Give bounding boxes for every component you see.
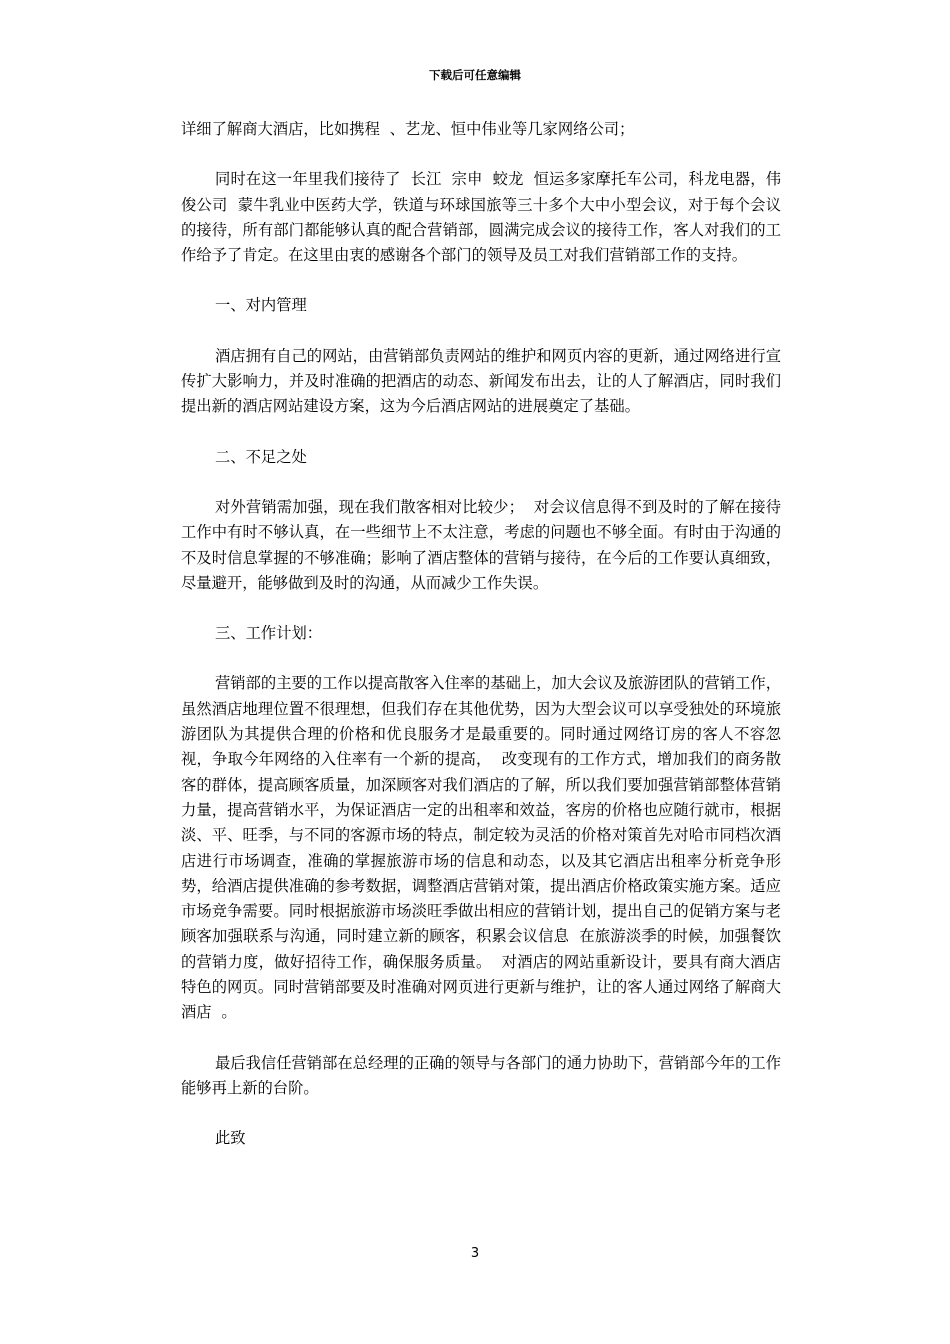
paragraph-conclusion: 最后我信任营销部在总经理的正确的领导与各部门的通力协助下，营销部今年的工作能够再上新的台阶。 <box>181 1053 781 1097</box>
paragraph-intro-continuation: 详细了解商大酒店，比如携程 、艺龙、恒中伟业等几家网络公司； <box>181 120 635 138</box>
section-heading-shortcomings: 二、不足之处 <box>215 447 307 466</box>
document-body <box>181 117 781 1177</box>
paragraph-work-plan: 营销部的主要的工作以提高散客入住率的基础上，加大会议及旅游团队的营销工作，虽然酒店地理位置不很理想，但我们存在其他优势，因为大型会议可以享受独处的环境旅游团队为其提供合理的价格和优良服务才是最重要的。同时通过网络订房的客人不容忽视，争取今年网络的入住率有一个新的提高， 改变现有的工作方式，增加我们的商务散客的群体，提高顾客质量，加深顾客对我们酒店的了解，所以我们要加强营销部整体营销力量，提高营销水平，为保证酒店一定的出租率和效益，客房的价格也应随行就市，根据淡、平、旺季，与不同的客源市场的特点，制定较为灵活的价格对策首先对哈市同档次酒店进行市场调查，准确的掌握旅游市场的信息和动态，以及其它酒店出租率分析竞争形势，给酒店提供准确的参考数据，调整酒店营销对策，提出酒店价格政策实施方案。适应市场竞争需要。同时根据旅游市场淡旺季做出相应的营销计划，提出自己的促销方案与老顾客加强联系与沟通，同时建立新的顾客，积累会议信息 在旅游淡季的时候，加强餐饮的营销力度，做好招待工作，确保服务质量。 对酒店的网站重新设计，要具有商大酒店特色的网页。同时营销部要及时准确对网页进行更新与维护，让的客人通过网络了解商大酒店 。 <box>181 674 781 1022</box>
section-heading-internal-management: 一、对内管理 <box>215 296 307 315</box>
paragraph-conferences: 同时在这一年里我们接待了 长江 宗申 蛟龙 恒运多家摩托车公司，科龙电器，伟俊公司 蒙牛乳业中医药大学，铁道与环球国旅等三十多个大中小型会议，对于每个会议的接待，所有部门都能够认真的配合营销部，圆满完成会议的接待工作，客人对我们的工作给予了肯定。在这里由衷的感谢各个部门的领导及员工对我们营销部工作的支持。 <box>181 170 781 265</box>
paragraph-website: 酒店拥有自己的网站，由营销部负责网站的维护和网页内容的更新，通过网络进行宣传扩大影响力，并及时准确的把酒店的动态、新闻发布出去，让的人了解酒店，同时我们提出新的酒店网站建设方案，这为今后酒店网站的进展奠定了基础。 <box>181 346 781 416</box>
section-heading-work-plan: 三、工作计划： <box>215 624 323 643</box>
page-number: 3 <box>470 1246 480 1261</box>
paragraph-closing: 此致 <box>215 1129 246 1148</box>
paragraph-shortcomings: 对外营销需加强，现在我们散客相对比较少； 对会议信息得不到及时的了解在接待工作中有时不够认真，在一些细节上不太注意，考虑的问题也不够全面。有时由于沟通的不及时信息掌握的不够准确；影响了酒店整体的营销与接待，在今后的工作要认真细致，尽量避开，能够做到及时的沟通，从而减少工作失误。 <box>181 497 781 592</box>
page-header: 下载后可任意编辑 <box>429 68 521 82</box>
